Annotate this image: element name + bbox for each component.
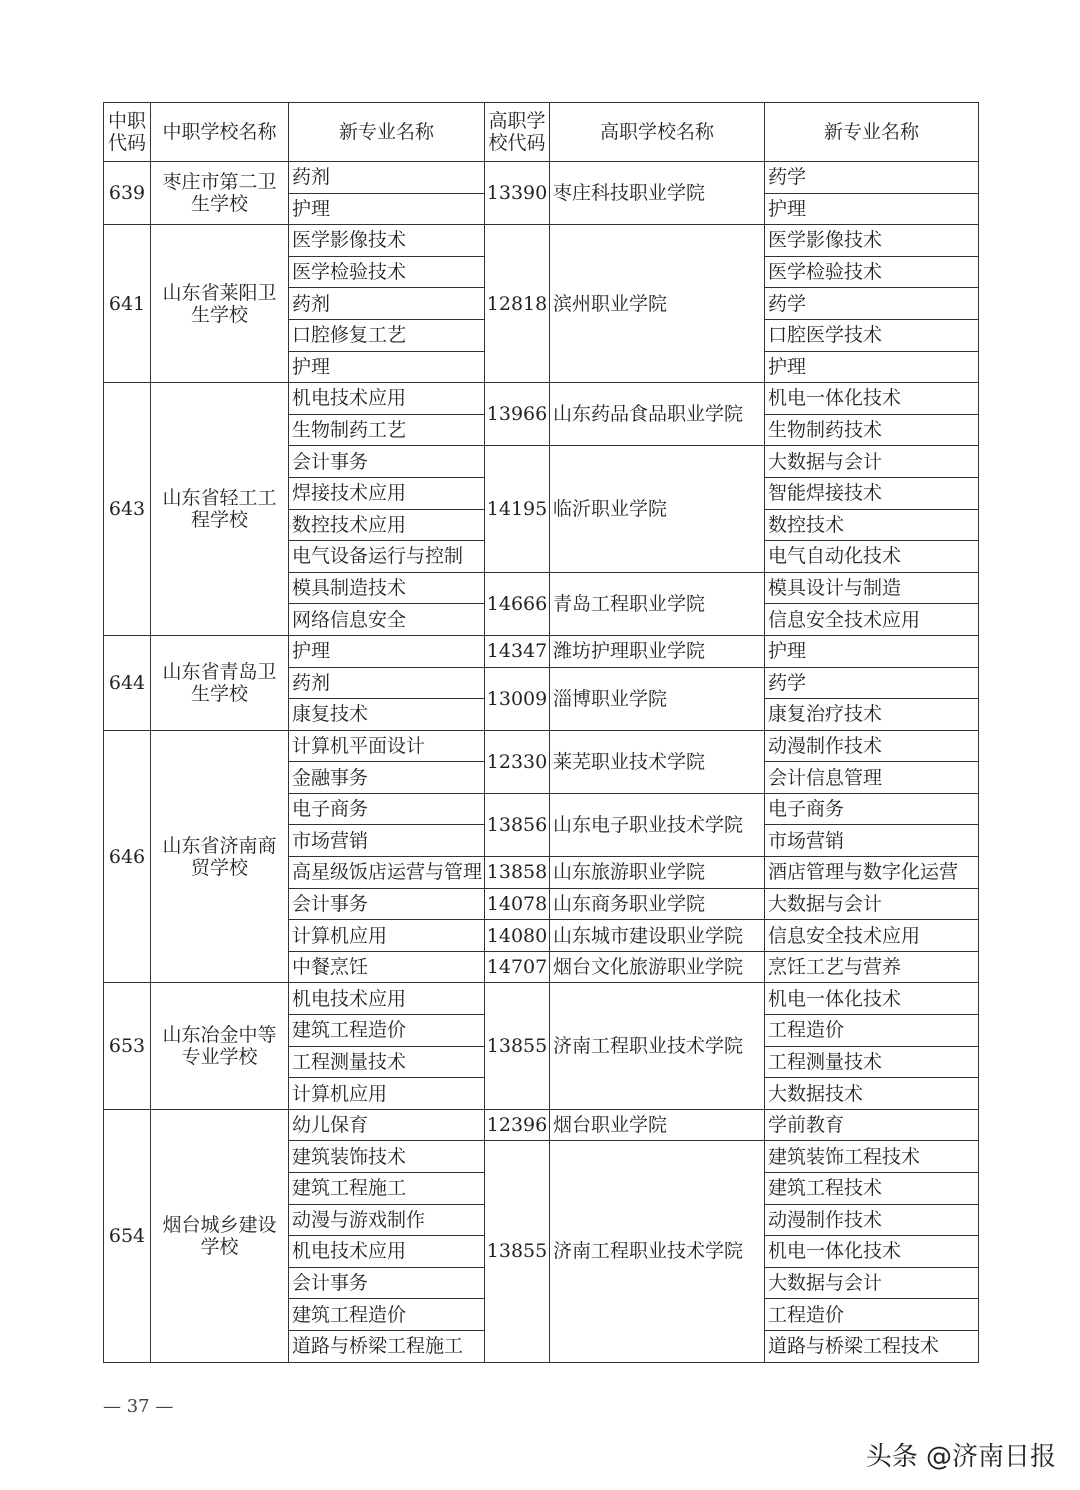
gz-major-cell: 动漫制作技术 xyxy=(765,1204,979,1236)
gz-school-cell: 济南工程职业技术学院 xyxy=(550,1141,765,1362)
zz-major-cell: 建筑工程施工 xyxy=(289,1173,485,1205)
zz-major-cell: 动漫与游戏制作 xyxy=(289,1204,485,1236)
header-gz-code: 高职学校代码 xyxy=(485,103,550,162)
header-gz-major: 新专业名称 xyxy=(765,103,979,162)
gz-major-cell: 工程造价 xyxy=(765,1299,979,1331)
zz-major-cell: 建筑装饰技术 xyxy=(289,1141,485,1173)
zz-major-cell: 电子商务 xyxy=(289,793,485,825)
gz-school-cell: 莱芜职业技术学院 xyxy=(550,730,765,793)
zz-school-cell: 山东省莱阳卫生学校 xyxy=(151,225,289,383)
zz-school-cell: 烟台城乡建设学校 xyxy=(151,1109,289,1362)
zz-code-cell: 653 xyxy=(104,983,151,1109)
gz-major-cell: 工程测量技术 xyxy=(765,1046,979,1078)
zz-major-cell: 市场营销 xyxy=(289,825,485,857)
gz-major-cell: 烹饪工艺与营养 xyxy=(765,951,979,983)
gz-major-cell: 生物制药技术 xyxy=(765,414,979,446)
gz-code-cell: 13855 xyxy=(485,1141,550,1362)
gz-major-cell: 市场营销 xyxy=(765,825,979,857)
zz-major-cell: 电气设备运行与控制 xyxy=(289,541,485,573)
gz-major-cell: 大数据技术 xyxy=(765,1078,979,1110)
header-zz-code: 中职代码 xyxy=(104,103,151,162)
zz-major-cell: 机电技术应用 xyxy=(289,983,485,1015)
gz-major-cell: 机电一体化技术 xyxy=(765,1236,979,1268)
gz-major-cell: 数控技术 xyxy=(765,509,979,541)
zz-school-cell: 山东省济南商贸学校 xyxy=(151,730,289,983)
gz-major-cell: 信息安全技术应用 xyxy=(765,604,979,636)
zz-major-cell: 护理 xyxy=(289,193,485,225)
gz-major-cell: 模具设计与制造 xyxy=(765,572,979,604)
header-zz-major: 新专业名称 xyxy=(289,103,485,162)
gz-code-cell: 14666 xyxy=(485,572,550,635)
zz-major-cell: 护理 xyxy=(289,351,485,383)
gz-code-cell: 13390 xyxy=(485,162,550,225)
gz-major-cell: 药学 xyxy=(765,162,979,194)
zz-major-cell: 生物制药工艺 xyxy=(289,414,485,446)
gz-school-cell: 青岛工程职业学院 xyxy=(550,572,765,635)
gz-code-cell: 14078 xyxy=(485,888,550,920)
gz-code-cell: 12818 xyxy=(485,225,550,383)
gz-code-cell: 13855 xyxy=(485,983,550,1109)
table-row xyxy=(104,635,979,667)
gz-major-cell: 康复治疗技术 xyxy=(765,699,979,731)
gz-school-cell: 烟台职业学院 xyxy=(550,1109,765,1141)
gz-code-cell: 13966 xyxy=(485,383,550,446)
gz-school-cell: 潍坊护理职业学院 xyxy=(550,635,765,667)
gz-major-cell: 机电一体化技术 xyxy=(765,983,979,1015)
header-row xyxy=(104,103,979,162)
gz-school-cell: 山东城市建设职业学院 xyxy=(550,920,765,952)
zz-major-cell: 计算机应用 xyxy=(289,1078,485,1110)
zz-major-cell: 计算机应用 xyxy=(289,920,485,952)
zz-major-cell: 药剂 xyxy=(289,288,485,320)
zz-major-cell: 会计事务 xyxy=(289,446,485,478)
table-row xyxy=(104,983,979,1015)
zz-major-cell: 会计事务 xyxy=(289,1267,485,1299)
gz-major-cell: 医学检验技术 xyxy=(765,256,979,288)
gz-major-cell: 大数据与会计 xyxy=(765,1267,979,1299)
zz-major-cell: 网络信息安全 xyxy=(289,604,485,636)
source-watermark: 头条 @济南日报 xyxy=(865,1442,1056,1472)
gz-major-cell: 医学影像技术 xyxy=(765,225,979,257)
zz-code-cell: 639 xyxy=(104,162,151,225)
zz-major-cell: 高星级饭店运营与管理 xyxy=(289,857,485,889)
gz-code-cell: 13856 xyxy=(485,793,550,856)
gz-major-cell: 机电一体化技术 xyxy=(765,383,979,415)
zz-code-cell: 641 xyxy=(104,225,151,383)
gz-major-cell: 会计信息管理 xyxy=(765,762,979,794)
zz-major-cell: 建筑工程造价 xyxy=(289,1299,485,1331)
gz-school-cell: 山东电子职业技术学院 xyxy=(550,793,765,856)
gz-major-cell: 护理 xyxy=(765,635,979,667)
gz-school-cell: 枣庄科技职业学院 xyxy=(550,162,765,225)
zz-code-cell: 646 xyxy=(104,730,151,983)
header-gz-school: 高职学校名称 xyxy=(550,103,765,162)
zz-major-cell: 药剂 xyxy=(289,667,485,699)
zz-code-cell: 644 xyxy=(104,635,151,730)
gz-school-cell: 济南工程职业技术学院 xyxy=(550,983,765,1109)
gz-school-cell: 山东商务职业学院 xyxy=(550,888,765,920)
zz-major-cell: 中餐烹饪 xyxy=(289,951,485,983)
gz-major-cell: 道路与桥梁工程技术 xyxy=(765,1330,979,1362)
major-table xyxy=(103,102,979,1363)
gz-code-cell: 14195 xyxy=(485,446,550,572)
gz-major-cell: 学前教育 xyxy=(765,1109,979,1141)
page-number: — 37 — xyxy=(103,1396,174,1417)
gz-school-cell: 山东药品食品职业学院 xyxy=(550,383,765,446)
header-zz-school: 中职学校名称 xyxy=(151,103,289,162)
zz-major-cell: 模具制造技术 xyxy=(289,572,485,604)
table-row xyxy=(104,383,979,415)
zz-major-cell: 医学影像技术 xyxy=(289,225,485,257)
gz-school-cell: 山东旅游职业学院 xyxy=(550,857,765,889)
gz-major-cell: 口腔医学技术 xyxy=(765,319,979,351)
gz-major-cell: 护理 xyxy=(765,193,979,225)
gz-major-cell: 建筑工程技术 xyxy=(765,1173,979,1205)
zz-major-cell: 数控技术应用 xyxy=(289,509,485,541)
zz-major-cell: 机电技术应用 xyxy=(289,383,485,415)
zz-major-cell: 医学检验技术 xyxy=(289,256,485,288)
gz-major-cell: 电子商务 xyxy=(765,793,979,825)
zz-school-cell: 山东省轻工工程学校 xyxy=(151,383,289,636)
zz-school-cell: 枣庄市第二卫生学校 xyxy=(151,162,289,225)
gz-code-cell: 14707 xyxy=(485,951,550,983)
zz-major-cell: 口腔修复工艺 xyxy=(289,319,485,351)
gz-code-cell: 14080 xyxy=(485,920,550,952)
gz-major-cell: 智能焊接技术 xyxy=(765,477,979,509)
zz-major-cell: 会计事务 xyxy=(289,888,485,920)
zz-major-cell: 金融事务 xyxy=(289,762,485,794)
table-row xyxy=(104,730,979,762)
gz-major-cell: 工程造价 xyxy=(765,1015,979,1047)
table-row xyxy=(104,225,979,257)
table-row xyxy=(104,162,979,194)
zz-school-cell: 山东省青岛卫生学校 xyxy=(151,635,289,730)
zz-major-cell: 建筑工程造价 xyxy=(289,1015,485,1047)
zz-major-cell: 幼儿保育 xyxy=(289,1109,485,1141)
gz-major-cell: 信息安全技术应用 xyxy=(765,920,979,952)
gz-major-cell: 大数据与会计 xyxy=(765,446,979,478)
zz-major-cell: 药剂 xyxy=(289,162,485,194)
gz-code-cell: 12396 xyxy=(485,1109,550,1141)
gz-school-cell: 临沂职业学院 xyxy=(550,446,765,572)
zz-major-cell: 康复技术 xyxy=(289,699,485,731)
gz-school-cell: 滨州职业学院 xyxy=(550,225,765,383)
zz-major-cell: 道路与桥梁工程施工 xyxy=(289,1330,485,1362)
gz-code-cell: 13009 xyxy=(485,667,550,730)
gz-major-cell: 建筑装饰工程技术 xyxy=(765,1141,979,1173)
zz-major-cell: 机电技术应用 xyxy=(289,1236,485,1268)
gz-school-cell: 烟台文化旅游职业学院 xyxy=(550,951,765,983)
zz-major-cell: 工程测量技术 xyxy=(289,1046,485,1078)
gz-major-cell: 电气自动化技术 xyxy=(765,541,979,573)
table-row xyxy=(104,1109,979,1141)
zz-code-cell: 654 xyxy=(104,1109,151,1362)
zz-major-cell: 护理 xyxy=(289,635,485,667)
gz-code-cell: 14347 xyxy=(485,635,550,667)
zz-code-cell: 643 xyxy=(104,383,151,636)
gz-school-cell: 淄博职业学院 xyxy=(550,667,765,730)
gz-code-cell: 13858 xyxy=(485,857,550,889)
gz-major-cell: 药学 xyxy=(765,667,979,699)
zz-major-cell: 计算机平面设计 xyxy=(289,730,485,762)
gz-major-cell: 大数据与会计 xyxy=(765,888,979,920)
gz-major-cell: 药学 xyxy=(765,288,979,320)
gz-major-cell: 酒店管理与数字化运营 xyxy=(765,857,979,889)
gz-code-cell: 12330 xyxy=(485,730,550,793)
zz-major-cell: 焊接技术应用 xyxy=(289,477,485,509)
gz-major-cell: 动漫制作技术 xyxy=(765,730,979,762)
gz-major-cell: 护理 xyxy=(765,351,979,383)
zz-school-cell: 山东冶金中等专业学校 xyxy=(151,983,289,1109)
